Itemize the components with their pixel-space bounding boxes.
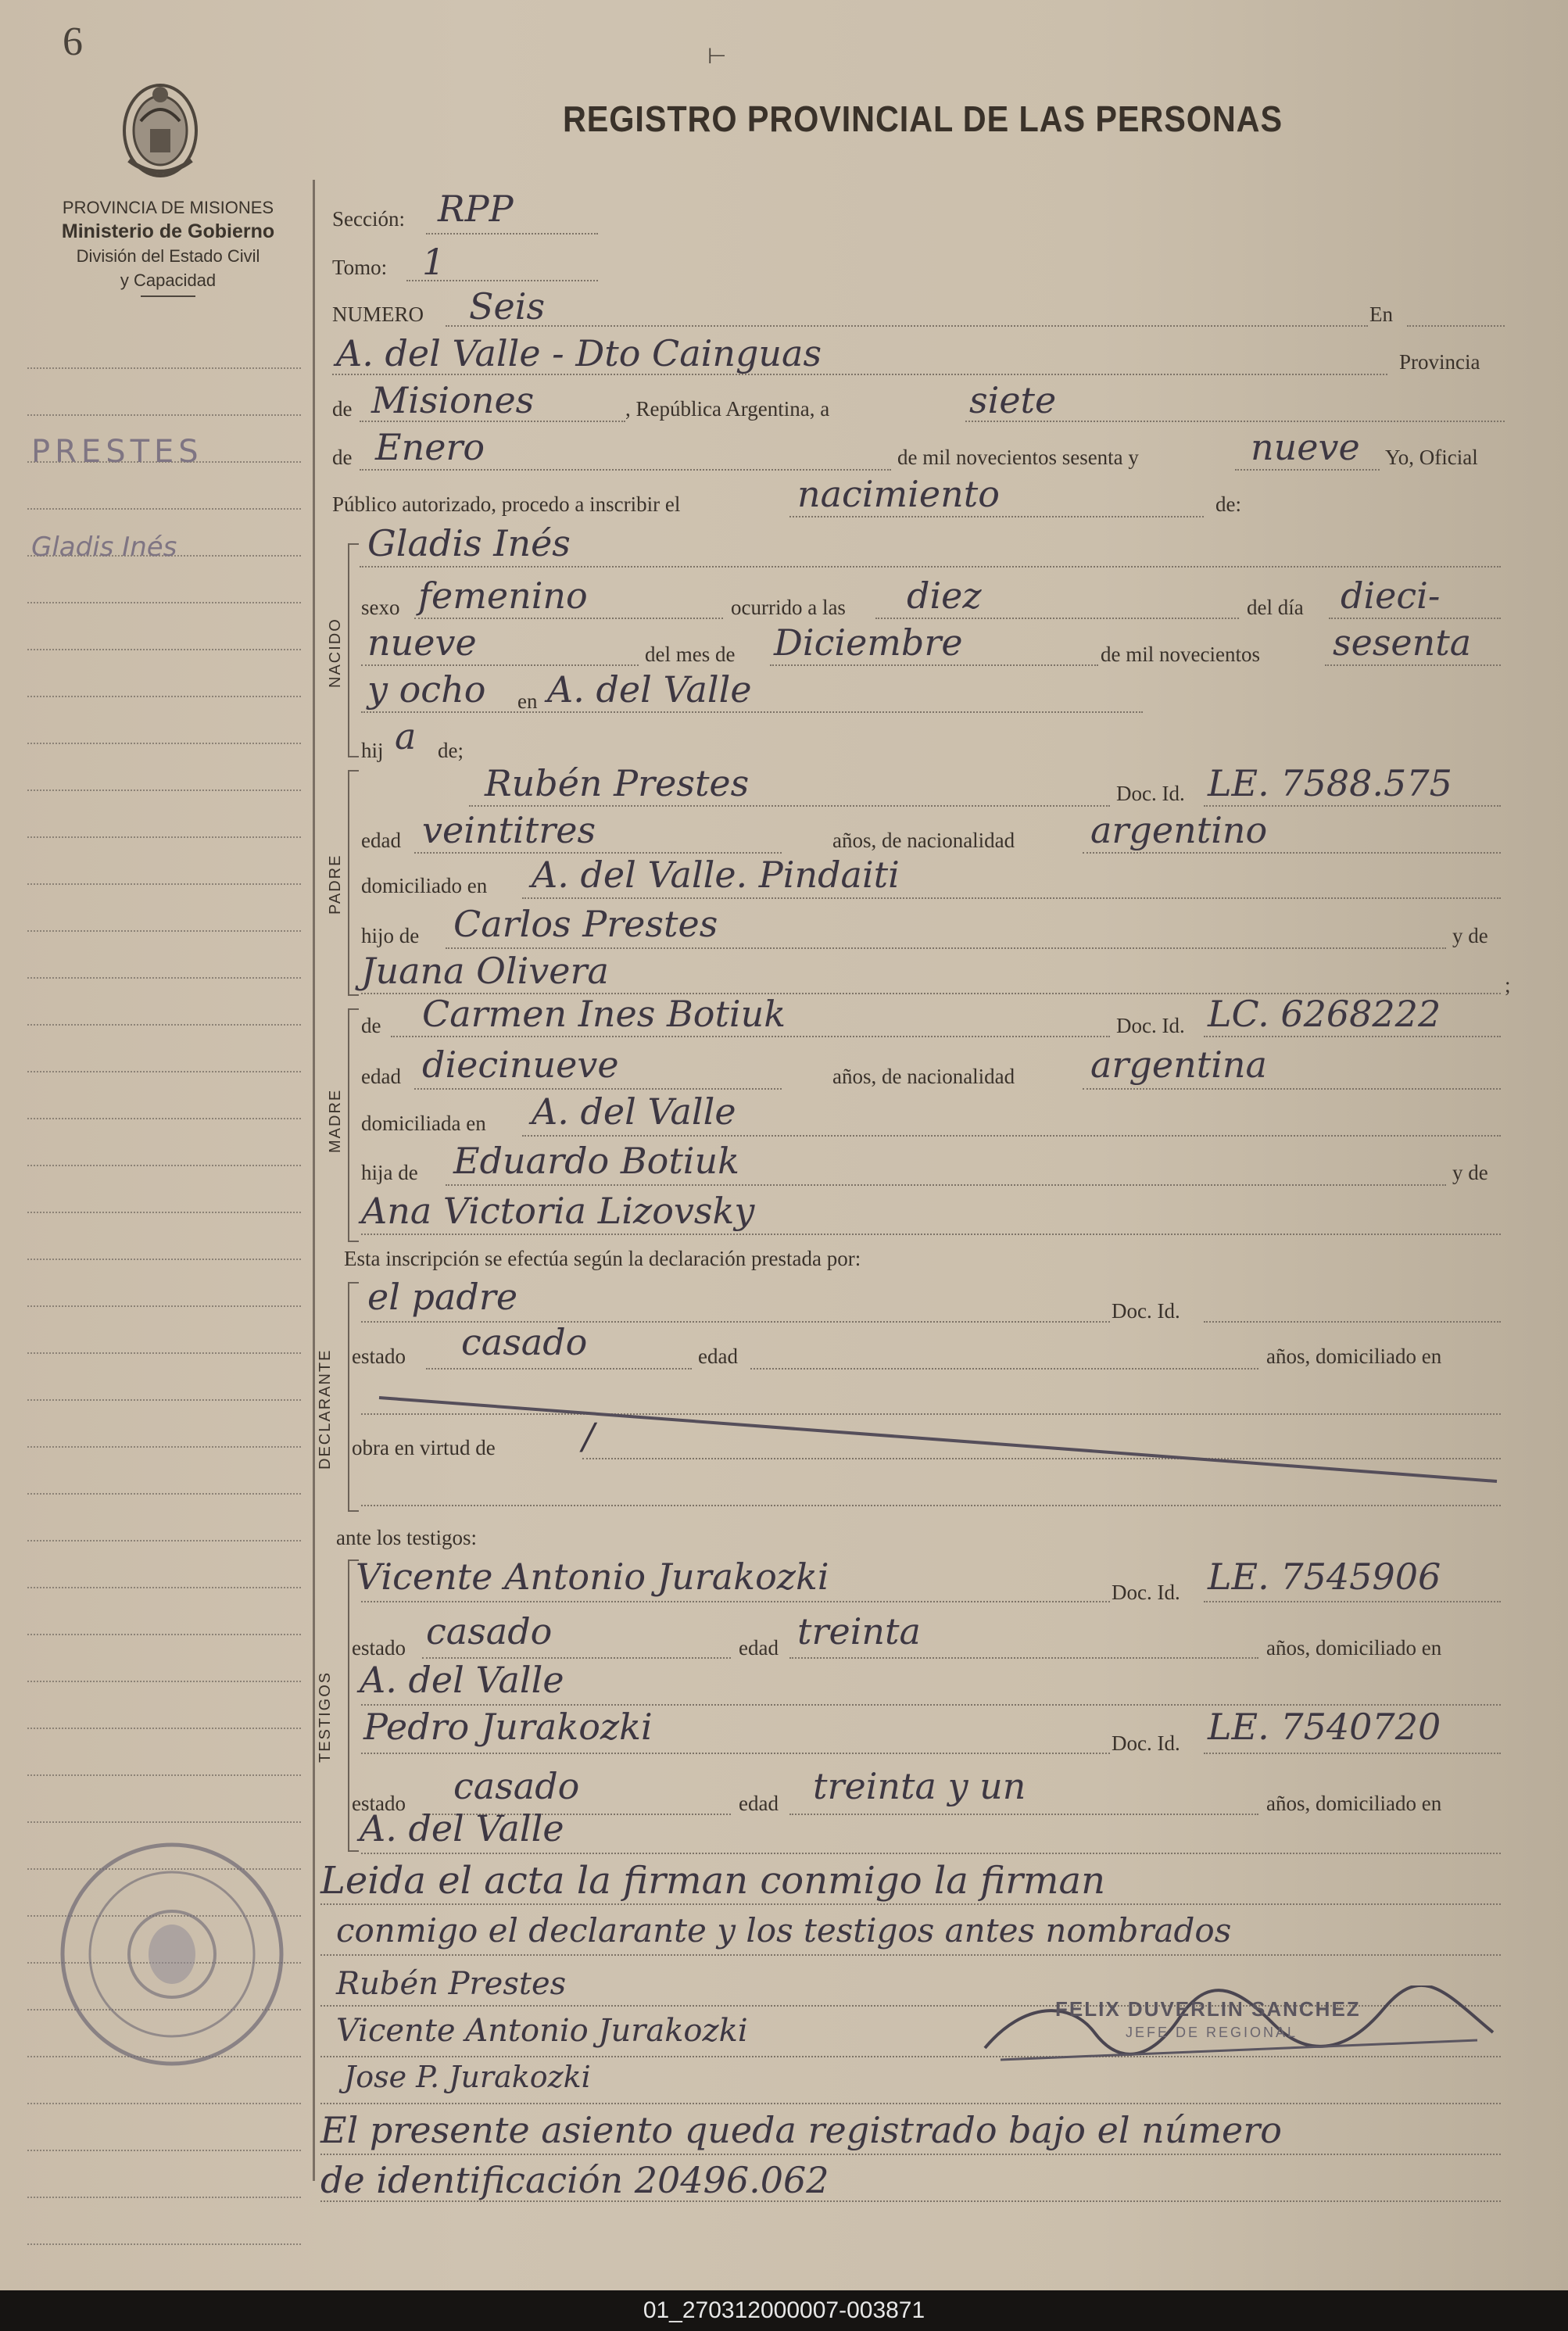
value-seccion: RPP [438,188,514,230]
value-hora: diez [907,575,982,617]
value-test1: Vicente Antonio Jurakozki [356,1556,829,1598]
label-numero: NUMERO [332,303,424,326]
label-del-dia: del día [1247,596,1304,619]
label-padre-doc: Doc. Id. [1116,782,1185,805]
margin-rule [27,930,301,932]
section-madre: MADRE [327,1088,344,1153]
margin-rule [27,790,301,791]
label-obra: obra en virtud de [352,1436,496,1459]
closing-line-2: conmigo el declarante y los testigos antes nombrados [336,1911,1232,1950]
label-provincia: Provincia [1399,350,1480,374]
margin-rule [27,1305,301,1307]
issuing-office [16,195,320,297]
value-anio-2: y ocho [367,668,486,711]
margin-surname: PRESTES [31,434,203,470]
value-abuela-m: Ana Victoria Lizovsky [361,1190,755,1232]
label-semicolon: ; [1505,973,1511,997]
label-madre-nac: años, de nacionalidad [832,1065,1015,1088]
official-stamp-name: FELIX DUVERLIN SANCHEZ [1055,1997,1361,2021]
label-madre-de: de [361,1014,381,1037]
org-line-capacity: y Capacidad [120,270,217,290]
value-provincia: Misiones [371,379,535,421]
section-padre: PADRE [327,854,344,915]
label-hija-de: hija de [361,1161,418,1184]
margin-rule [27,836,301,838]
value-madre-doc: LC. 6268222 [1208,993,1441,1035]
value-test1-estado: casado [426,1610,553,1652]
value-test2-edad: treinta y un [813,1765,1026,1807]
image-caption: 01_270312000007-003871 [0,2290,1568,2331]
bracket-nacido [348,543,359,757]
label-ante: ante los testigos: [336,1526,477,1549]
value-test2-doc: LE. 7540720 [1208,1706,1441,1748]
label-sexo: sexo [361,596,400,619]
value-tomo: 1 [422,241,446,283]
label-en-nac: en [517,689,538,713]
value-anio: nueve [1251,426,1360,468]
label-decl-estado: estado [352,1345,406,1368]
bracket-padre [348,770,359,996]
label-padre-y-de: y de [1452,924,1488,947]
label-mil-nov-sesenta: de mil novecientos sesenta y [897,446,1139,469]
margin-rule [27,1446,301,1448]
margin-rule [27,1681,301,1682]
value-dia-2: nueve [367,621,477,664]
value-numero: Seis [469,285,546,328]
value-lugar-nac: A. del Valle [547,668,752,711]
label-padre-edad: edad [361,829,401,852]
label-madre-dom: domiciliada en [361,1112,486,1135]
top-mark: ⊢ [707,45,727,69]
value-anio-1: sesenta [1333,621,1472,664]
margin-rule [27,1399,301,1401]
label-tomo: Tomo: [332,256,388,279]
value-dia-letras: siete [969,379,1057,421]
bracket-declarante [348,1282,359,1512]
signature-jose: Jose P. Jurakozki [344,2060,591,2094]
value-abuelo-m: Eduardo Botiuk [453,1140,740,1182]
margin-rule [27,2197,301,2198]
value-obra-mark: / [582,1415,595,1457]
label-test1-doc: Doc. Id. [1112,1581,1180,1604]
label-padre-nac: años, de nacionalidad [832,829,1015,852]
margin-rule [27,1774,301,1776]
label-test2-edad: edad [739,1792,779,1815]
margin-rule [27,1352,301,1354]
value-madre-nombre: Carmen Ines Botiuk [422,993,786,1035]
value-decl-estado: casado [461,1321,588,1363]
margin-rule [27,1259,301,1260]
label-test2-dom: años, domiciliado en [1266,1792,1442,1815]
strike-line [375,1391,1501,1485]
margin-rule [27,1071,301,1072]
label-madre-y-de: y de [1452,1161,1488,1184]
margin-rule [27,367,301,369]
value-lugar: A. del Valle - Dto Cainguas [336,332,822,374]
value-madre-dom: A. del Valle [532,1090,736,1133]
value-nombre: Gladis Inés [367,522,571,564]
value-test2: Pedro Jurakozki [363,1706,653,1748]
label-inscripcion: Esta inscripción se efectúa según la declaración prestada por: [344,1247,861,1270]
margin-rule [27,1212,301,1213]
bracket-madre [348,1008,359,1242]
margin-rule [27,602,301,603]
official-stamp-sub: JEFE DE REGIONAL [1126,2025,1298,2040]
margin-rule [27,2150,301,2151]
label-test1-dom: años, domiciliado en [1266,1636,1442,1660]
value-padre-nombre: Rubén Prestes [485,762,750,804]
margin-rule [27,1821,301,1823]
margin-rule [27,2243,301,2245]
margin-rule [27,883,301,885]
margin-given-names: Gladis Inés [31,532,177,563]
label-republica: , República Argentina, a [625,397,830,421]
label-hijo-de: hijo de [361,924,420,947]
note-line-1: El presente asiento queda registrado bajo el número [320,2109,1282,2151]
section-nacido: NACIDO [327,618,344,688]
label-de-semi: de; [438,739,464,762]
label-ocurrido: ocurrido a las [731,596,846,619]
value-madre-edad: diecinueve [422,1044,619,1086]
label-decl-doc: Doc. Id. [1112,1299,1180,1323]
value-madre-nac: argentina [1090,1044,1267,1086]
note-line-2: de identificación 20496.062 [320,2159,829,2201]
value-hij-suffix: a [395,715,417,757]
value-padre-dom: A. del Valle. Pindaiti [532,854,900,896]
label-test2-estado: estado [352,1792,406,1815]
value-test2-estado: casado [453,1765,580,1807]
org-line-division: División del Estado Civil [76,246,260,266]
value-mes-nac: Diciembre [774,621,963,664]
value-padre-edad: veintitres [422,809,596,851]
coat-of-arms-icon [117,74,203,184]
org-line-province: PROVINCIA DE MISIONES [62,198,274,217]
value-sexo: femenino [418,575,588,617]
value-test2-dom: A. del Valle [360,1807,564,1849]
label-de-2: de [332,446,353,469]
closing-line-1: Leida el acta la firman conmigo la firman [320,1859,1106,1903]
margin-rule [27,1024,301,1026]
margin-rule [27,696,301,697]
margin-rule [27,1587,301,1588]
label-de: de [332,397,353,421]
org-line-ministry: Ministerio de Gobierno [61,220,275,242]
margin-rule [27,2103,301,2104]
label-padre-dom: domiciliado en [361,874,488,897]
margin-rule [27,649,301,650]
label-test2-doc: Doc. Id. [1112,1731,1180,1755]
value-abuela-p: Juana Olivera [361,950,609,992]
label-hij: hij [361,739,384,762]
label-mil-nov: de mil novecientos [1101,643,1260,666]
value-padre-doc: LE. 7588.575 [1208,762,1452,804]
margin-rule [27,1728,301,1729]
label-yo-oficial: Yo, Oficial [1385,446,1478,469]
value-dia-1: dieci- [1341,575,1441,617]
label-test1-edad: edad [739,1636,779,1660]
value-test1-dom: A. del Valle [360,1659,564,1701]
margin-rule [27,1634,301,1635]
label-decl-dom: años, domiciliado en [1266,1345,1442,1368]
label-madre-doc: Doc. Id. [1116,1014,1185,1037]
margin-divider [313,180,315,2181]
margin-rule [27,977,301,979]
margin-rule [27,1493,301,1495]
value-padre-nac: argentino [1090,809,1268,851]
margin-rule [27,1540,301,1541]
value-acto: nacimiento [797,473,1000,515]
margin-rule [27,414,301,416]
value-declarante: el padre [367,1276,518,1318]
label-en: En [1369,303,1393,326]
label-test1-estado: estado [352,1636,406,1660]
margin-rule [27,743,301,744]
province-seal-icon [55,1837,289,2071]
value-test1-edad: treinta [797,1610,921,1652]
value-test1-doc: LE. 7545906 [1208,1556,1441,1598]
margin-rule [27,1118,301,1119]
label-madre-edad: edad [361,1065,401,1088]
margin-rule [27,508,301,510]
section-testigos: TESTIGOS [317,1670,334,1763]
label-seccion: Sección: [332,207,405,231]
section-declarante: DECLARANTE [317,1348,334,1470]
margin-rule [27,1165,301,1166]
value-abuelo-p: Carlos Prestes [453,903,718,945]
document-title: REGISTRO PROVINCIAL DE LAS PERSONAS [563,98,1283,139]
page-number: 6 [63,20,83,64]
label-publico: Público autorizado, procedo a inscribir el [332,492,681,516]
signature-vicente: Vicente Antonio Jurakozki [336,2013,748,2049]
label-del-mes: del mes de [645,643,736,666]
label-de-colon: de: [1215,492,1241,516]
label-decl-edad: edad [698,1345,738,1368]
signature-rubén: Rubén Prestes [336,1966,567,2002]
value-mes: Enero [375,426,485,468]
